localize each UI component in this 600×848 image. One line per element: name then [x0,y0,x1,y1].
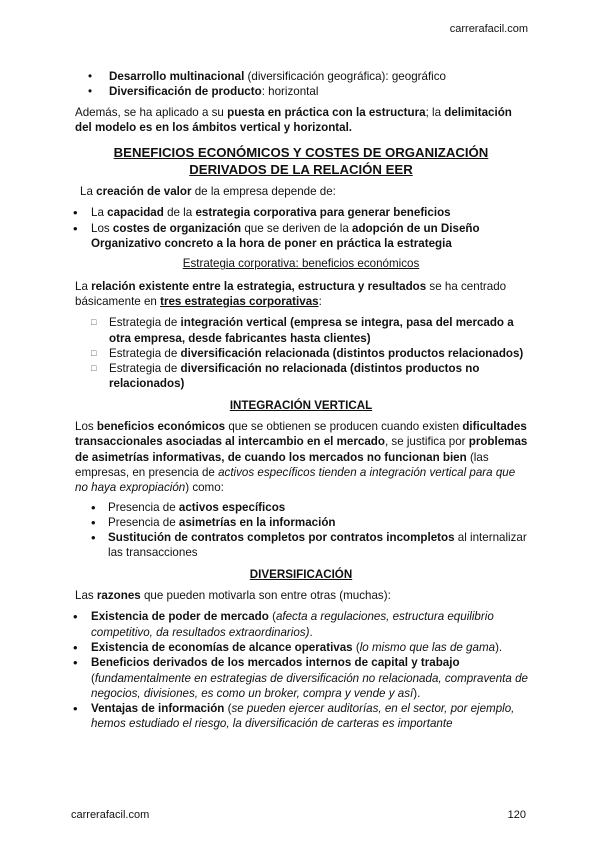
list-item [71,609,531,640]
text: de la empresa depende de: [191,185,336,199]
text-bold: capacidad [107,206,164,220]
text: (las empresas, en presencia de [75,450,489,479]
item-bold: Diversificación de producto [109,85,262,99]
text-bold: costes de organización [112,221,242,235]
subsection-title: INTEGRACIÓN VERTICAL [229,398,373,412]
text: : [318,294,322,308]
text: Presencia de [108,500,179,514]
text: ( [268,610,276,624]
bullet-list-strategies [71,69,531,100]
paragraph [71,588,531,603]
text: Los [75,420,97,434]
text-bold: problemas de asimetrías informativas, de cuando los mercados no funcionan bien [75,435,528,464]
section-title-line: DERIVADOS DE LA RELACIÓN EER [189,162,413,178]
paragraph [71,279,531,310]
text-bold: dificultades transaccionales asociadas al intercambio en el mercado [75,420,527,449]
list-item [71,500,531,515]
list-item [71,530,531,561]
list-item [71,655,531,701]
section-title [71,144,531,178]
header-site: carrerafacil.com [449,23,528,35]
text-italic: activos específicos tienden a integración vertical para que no haya expropiación [75,465,516,495]
list-item [71,346,531,361]
text: al internalizar las transacciones [108,531,527,560]
text: ( [352,640,360,654]
text: La [80,185,97,199]
text: La [75,279,92,293]
section-title-line: BENEFICIOS ECONÓMICOS Y COSTES DE ORGANIZACIÓN [113,145,489,161]
text-bold: diversificación relacionada (distintos productos relacionados) [180,346,524,360]
text-bold: estrategia corporativa para generar beneficios [195,206,451,220]
text-bold: creación de valor [96,185,192,199]
text: Presencia de [108,515,179,529]
paragraph [71,184,531,199]
text-bold: Existencia de economías de alcance operativas [91,640,353,654]
item-bold: Desarrollo multinacional [109,70,245,83]
text-bold: activos específicos [178,500,286,514]
text: ). [495,640,503,654]
paragraph [71,105,531,136]
text-bold: razones [96,589,141,603]
text-bold: Ventajas de información [91,702,225,716]
page-content [71,69,531,732]
list-item [71,221,531,252]
text-bold: tres estrategias corporativas [160,294,319,308]
subsection-title: DIVERSIFICACIÓN [249,567,353,581]
text: que se deriven de la [241,221,353,235]
text: de la [163,206,196,220]
text: que se obtienen se producen cuando existen [225,420,463,434]
text-bold: Sustitución de contratos completos por contratos incompletos [108,531,455,545]
bullet-list-value [71,205,531,251]
list-item [71,205,531,220]
text: que pueden motivarla son entre otras (muchas): [140,589,391,603]
text-bold: Existencia de poder de mercado [91,610,269,624]
text: Estrategia de [109,346,181,360]
list-item [71,84,531,99]
text: La [91,206,108,220]
text: , se justifica por [384,435,469,449]
item-text: (diversificación geográfica): geográfico [244,70,446,83]
footer-site: carrerafacil.com [71,809,150,821]
text: . [309,625,313,639]
text: Estrategia de [109,362,181,376]
list-item [71,701,531,732]
item-text: : horizontal [261,85,319,99]
list-item [71,69,531,84]
text-bold: relación existente entre la estrategia, estructura y resultados [91,279,427,293]
text: ; la [425,105,445,119]
text-bold: beneficios económicos [96,420,226,434]
subsection-title: Estrategia corporativa: beneficios económicos [182,257,420,271]
text-bold: integración vertical (empresa se integra, pasa del mercado a otra empresa, desde fabricantes hasta clientes) [109,316,514,345]
strategy-list [71,315,531,391]
text-bold: delimitación del modelo es en los ámbitos vertical y horizontal. [75,105,512,134]
text-italic: fundamentalmente en estrategias de diversificación no relacionada, compraventa de negocios, divisiones, es como un broker, compra y vende y así [91,671,528,700]
text-bold: Beneficios derivados de los mercados internos de capital y trabajo [91,656,460,670]
text-italic: lo mismo que las de gama [359,640,496,654]
text: ). [413,686,421,700]
text-bold: asimetrías en la información [178,515,336,529]
text: Las [75,589,97,603]
text-italic: afecta a regulaciones, estructura equilibrio competitivo, da resultados extraordinarios) [91,610,494,639]
text-italic: se pueden ejercer auditorías, en el sector, por ejemplo, hemos estudiado el riesgo, la diversificación de carteras es importante [91,702,515,731]
list-item [71,515,531,530]
text: ( [224,702,232,716]
list-item [71,315,531,346]
text: Además, se ha aplicado a su [75,105,228,119]
text-bold: diversificación no relacionada (distintos productos no relacionados) [109,362,480,391]
paragraph [71,419,531,495]
text: se ha centrado básicamente en [75,279,507,308]
list-item [71,361,531,392]
text: Los [91,221,113,235]
page-number: 120 [507,809,526,821]
text-bold: puesta en práctica con la estructura [227,105,426,119]
text-bold: adopción de un Diseño Organizativo concreto a la hora de poner en práctica la estrategia [91,221,480,251]
text: Estrategia de [109,316,181,330]
bullet-list-benefits [71,500,531,561]
text: ) como: [185,481,224,495]
list-item [71,640,531,655]
bullet-list-reasons [71,609,531,731]
text: ( [91,671,95,685]
